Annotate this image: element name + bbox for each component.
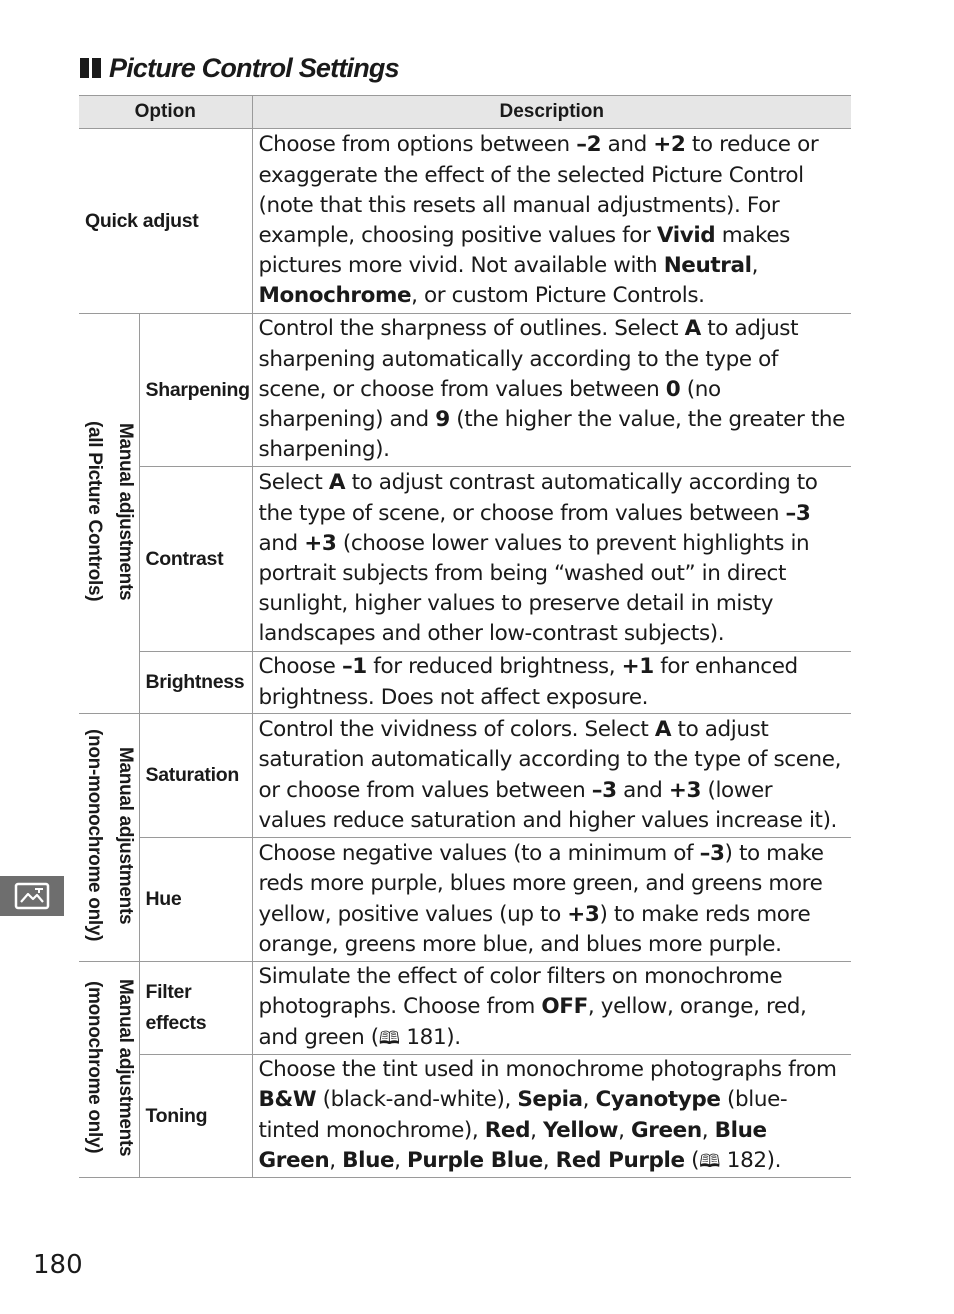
bold-term: +3 (668, 777, 702, 803)
group-label-monochrome-only (79, 979, 141, 1156)
group-label-all-picture-controls (79, 421, 141, 601)
bold-term: +2 (653, 132, 686, 158)
bold-term: +1 (621, 654, 654, 680)
description-text: Choose negative values (to a minimum of (258, 841, 700, 867)
bold-term: Purple Blue (407, 1147, 543, 1173)
bold-term: A (684, 316, 701, 342)
table-row-filter-effects (79, 962, 851, 1055)
group-label-non-monochrome-only (79, 729, 141, 941)
option-label-contrast: Contrast (139, 467, 252, 652)
bold-term: 0 (665, 376, 681, 402)
bold-term: Monochrome (258, 283, 412, 309)
table-row-toning (79, 1055, 851, 1178)
table-row-hue (79, 838, 851, 962)
table-row-quick-adjust (79, 129, 851, 314)
option-label-brightness: Brightness (139, 652, 252, 714)
bold-term: Sepia (517, 1087, 583, 1113)
description-text: 181). (399, 1024, 461, 1050)
table-row-saturation (79, 714, 851, 838)
table-row-contrast (79, 467, 851, 652)
bold-term: Green (631, 1117, 702, 1143)
option-label-toning: Toning (139, 1055, 252, 1178)
description-text: (lower values reduce saturation and higher values increase it). (258, 777, 837, 833)
option-description-toning (252, 1055, 851, 1178)
option-description-quick-adjust (252, 129, 851, 314)
description-text: to adjust saturation automatically according to the type of scene, or choose from values between (258, 717, 842, 803)
bold-term: Yellow (542, 1117, 619, 1143)
menu-section-tab (0, 876, 64, 916)
bold-term: A (328, 470, 346, 496)
bold-term: 9 (435, 407, 450, 433)
group-label-line: Manual adjustments (115, 978, 136, 1157)
option-description-saturation (252, 714, 851, 838)
bold-term: Red (484, 1117, 531, 1143)
bold-term: OFF (541, 994, 588, 1020)
description-text: Choose the tint used in monochrome photographs from (258, 1057, 837, 1083)
bold-term: –1 (341, 654, 367, 680)
description-text: Simulate the effect of color filters on monochrome photographs. Choose from (258, 964, 783, 1020)
bold-term: Blue Green (258, 1117, 767, 1173)
bold-term: –3 (785, 500, 811, 526)
book-reference-icon: 🕮 (378, 1027, 400, 1049)
bold-term: +3 (304, 530, 337, 556)
picture-control-settings-table (79, 95, 851, 1178)
description-text: (choose lower values to prevent highlights in portrait subjects from being “washed out” in direct sunlight, higher values to preserve detail in misty landscapes and other low-contrast subjects). (258, 530, 810, 647)
description-text: ) to make reds more orange, greens more blue, and blues more purple. (258, 901, 811, 957)
group-label-cell (79, 314, 139, 714)
column-header-option: Option (79, 96, 252, 129)
group-label-line: (all Picture Controls) (84, 421, 105, 602)
option-description-filter-effects (252, 962, 851, 1055)
description-text: Control the vividness of colors. Select (258, 717, 655, 743)
book-reference-icon: 🕮 (699, 1150, 721, 1172)
section-marker-icon (80, 58, 101, 78)
bold-term: Blue (342, 1147, 395, 1173)
option-description-sharpening (252, 314, 851, 467)
option-label-saturation: Saturation (139, 714, 252, 838)
description-text: for reduced brightness, (366, 654, 622, 680)
description-text: Select (258, 470, 329, 496)
description-text: and (601, 132, 654, 158)
description-text: (blue-tinted monochrome), (258, 1087, 788, 1143)
bold-term: Neutral (663, 253, 752, 279)
description-text: 182). (720, 1147, 782, 1173)
group-label-line: Manual adjustments (115, 746, 136, 925)
picture-control-menu-icon (13, 881, 51, 911)
option-label-hue: Hue (139, 838, 252, 962)
option-label-quick-adjust: Quick adjust (79, 129, 252, 314)
description-text: , (618, 1117, 631, 1143)
description-text: ) to make reds more purple, blues more green, and greens more yellow, positive values (up to (258, 841, 824, 927)
bold-term: Vivid (656, 223, 716, 248)
option-description-brightness (252, 652, 851, 714)
table-row-brightness (79, 652, 851, 714)
bold-term: –2 (576, 132, 602, 158)
description-text: to adjust contrast automatically according to the type of scene, or choose from values between (258, 470, 818, 526)
description-text: , (582, 1087, 596, 1113)
description-text: and (258, 530, 305, 556)
section-title: Picture Control Settings (109, 52, 399, 83)
group-label-cell (79, 714, 139, 962)
group-label-line: (monochrome only) (84, 981, 105, 1154)
description-text: , (542, 1147, 556, 1173)
description-text: Choose from options between (258, 132, 577, 158)
bold-term: +3 (567, 901, 600, 927)
page-number: 180 (33, 1250, 83, 1280)
group-label-cell (79, 962, 139, 1178)
option-label-filter-effects: Filter effects (139, 962, 252, 1055)
description-text: , (329, 1147, 343, 1173)
option-label-sharpening: Sharpening (139, 314, 252, 467)
description-text: , (701, 1117, 715, 1143)
description-text: , (751, 253, 758, 279)
table-row-sharpening (79, 314, 851, 467)
description-text: , or custom Picture Controls. (411, 283, 705, 309)
bold-term: –3 (699, 841, 725, 867)
bold-term: –3 (591, 777, 617, 803)
description-text: (black-and-white), (316, 1087, 518, 1113)
description-text: to reduce or exaggerate the effect of the selected Picture Control (note that this resets all manual adjustments). For example, choosing positive values for (258, 132, 819, 248)
option-description-contrast (252, 467, 851, 652)
description-text: Choose (258, 654, 342, 680)
description-text: , yellow, orange, red, and green ( (258, 994, 807, 1050)
section-heading (80, 48, 399, 88)
group-label-line: (non-monochrome only) (84, 729, 105, 942)
description-text: (the higher the value, the greater the sharpening). (258, 407, 845, 463)
group-label-line: Manual adjustments (115, 422, 136, 601)
description-text: and (616, 777, 669, 803)
description-text: Control the sharpness of outlines. Select (258, 316, 685, 342)
bold-term: Cyanotype (595, 1087, 721, 1113)
bold-term: Red Purple (555, 1147, 685, 1173)
description-text: , (394, 1147, 408, 1173)
description-text: to adjust sharpening automatically according to the type of scene, or choose from values between (258, 316, 799, 402)
description-text: (no sharpening) and (258, 376, 721, 433)
option-description-hue (252, 838, 851, 962)
description-text: ( (684, 1147, 700, 1173)
description-text: for enhanced brightness. Does not affect exposure. (258, 654, 798, 710)
table-header-row (79, 96, 851, 129)
description-text: makes pictures more vivid. Not available with (258, 223, 790, 279)
bold-term: B&W (258, 1087, 317, 1113)
bold-term: A (654, 717, 672, 743)
column-header-description: Description (252, 96, 851, 129)
description-text: , (530, 1117, 543, 1143)
